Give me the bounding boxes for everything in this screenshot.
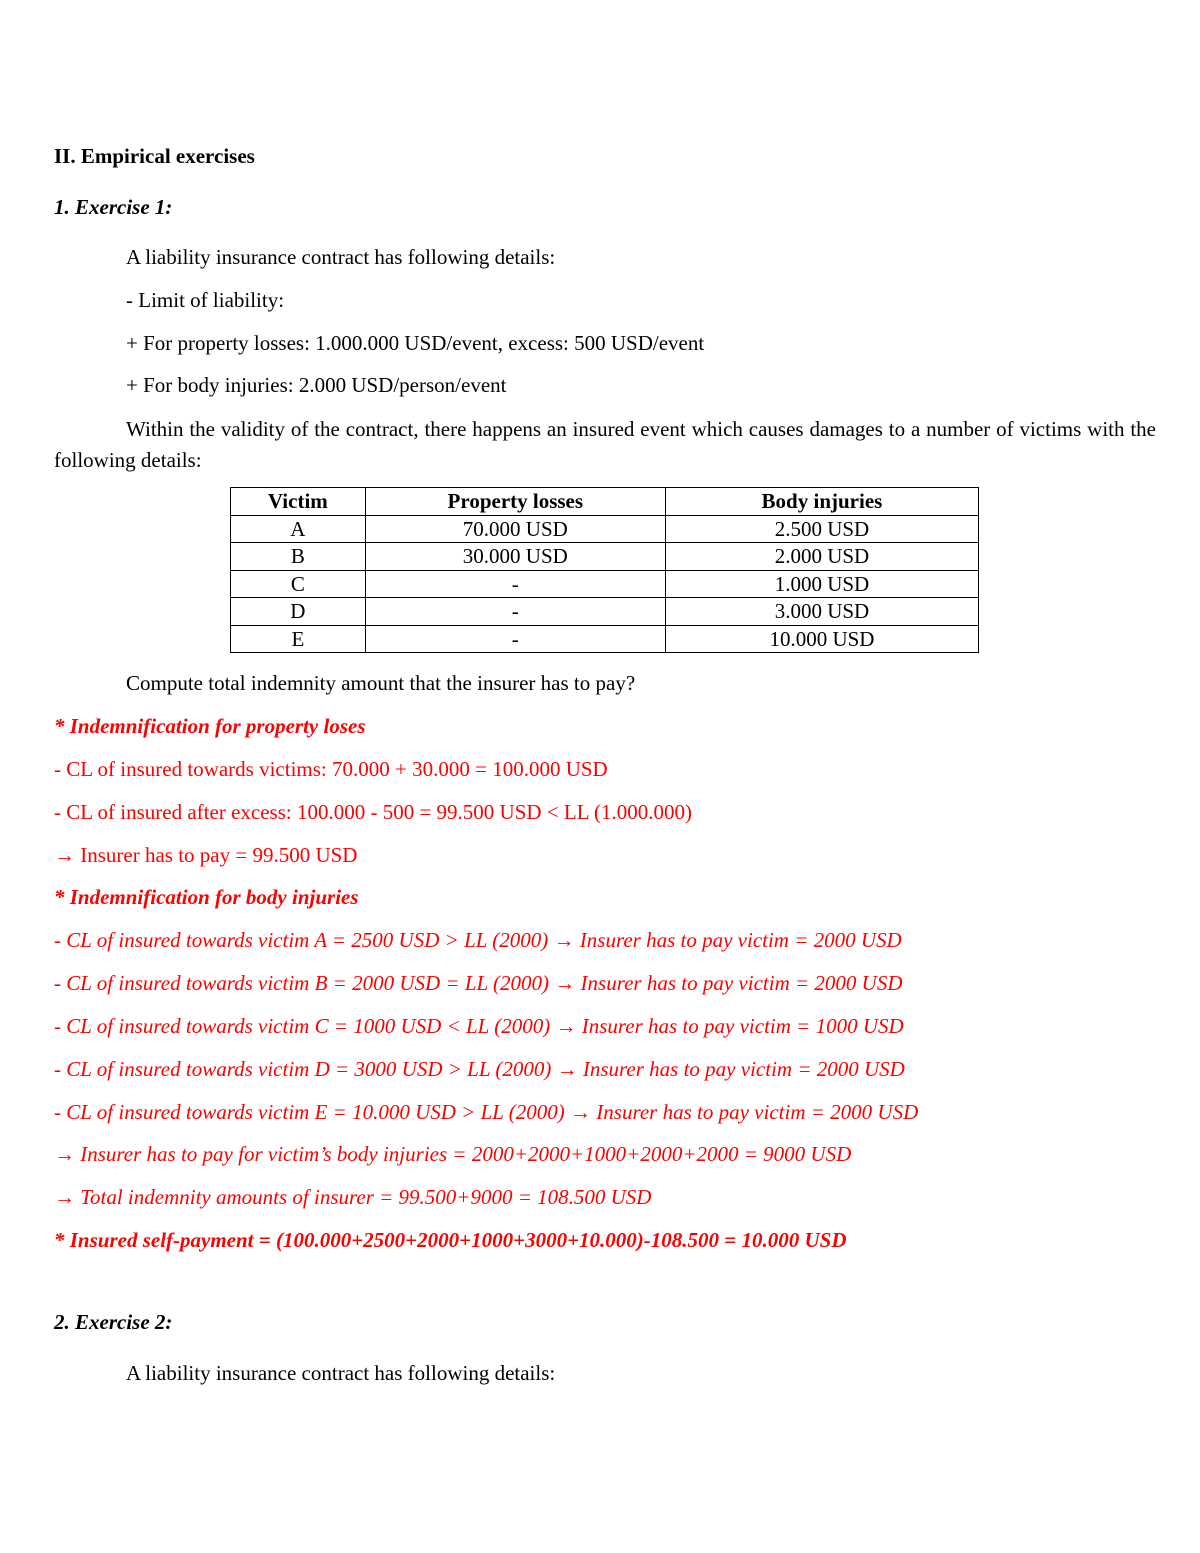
property-cell: 30.000 USD <box>365 543 665 571</box>
victim-cell: A <box>231 515 366 543</box>
body-solution-line: - CL of insured towards victim B = 2000 USD = LL (2000) → Insurer has to pay victim = 2000 USD <box>54 971 903 995</box>
table-row <box>231 625 979 653</box>
body-cell: 10.000 USD <box>665 625 978 653</box>
exercise-1-intro: A liability insurance contract has following details: <box>126 245 556 269</box>
header-victim: Victim <box>231 488 366 516</box>
body-solution-line: - CL of insured towards victim D = 3000 USD > LL (2000) → Insurer has to pay victim = 2000 USD <box>54 1057 905 1081</box>
table-row <box>231 598 979 626</box>
property-cell: - <box>365 598 665 626</box>
body-solution-line: - CL of insured towards victim A = 2500 USD > LL (2000) → Insurer has to pay victim = 2000 USD <box>54 928 902 952</box>
body-cell: 1.000 USD <box>665 570 978 598</box>
victim-cell: C <box>231 570 366 598</box>
body-cell: 2.500 USD <box>665 515 978 543</box>
body-cell: 2.000 USD <box>665 543 978 571</box>
property-cell: - <box>365 570 665 598</box>
body-solution-heading: * Indemnification for body injuries <box>54 885 359 909</box>
body-solution-line: → Total indemnity amounts of insurer = 99.500+9000 = 108.500 USD <box>54 1185 652 1209</box>
limit-of-liability-label: - Limit of liability: <box>126 288 285 312</box>
body-solution-line: → Insurer has to pay for victim’s body injuries = 2000+2000+1000+2000+2000 = 9000 USD <box>54 1142 852 1166</box>
property-limit: + For property losses: 1.000.000 USD/event, excess: 500 USD/event <box>126 331 705 355</box>
table-row <box>231 515 979 543</box>
property-solution-line: → Insurer has to pay = 99.500 USD <box>54 843 358 867</box>
question: Compute total indemnity amount that the insurer has to pay? <box>126 671 636 695</box>
body-solution-line: - CL of insured towards victim C = 1000 USD < LL (2000) → Insurer has to pay victim = 1000 USD <box>54 1014 904 1038</box>
victim-cell: B <box>231 543 366 571</box>
table-row <box>231 570 979 598</box>
body-cell: 3.000 USD <box>665 598 978 626</box>
property-solution-heading: * Indemnification for property loses <box>54 714 366 738</box>
property-cell: 70.000 USD <box>365 515 665 543</box>
table-row <box>231 543 979 571</box>
exercise-1-heading: 1. Exercise 1: <box>54 195 173 219</box>
body-limit: + For body injuries: 2.000 USD/person/event <box>126 373 507 397</box>
header-property-losses: Property losses <box>365 488 665 516</box>
exercise-2-intro: A liability insurance contract has following details: <box>126 1361 556 1385</box>
victim-cell: D <box>231 598 366 626</box>
victims-table <box>230 487 979 653</box>
table-header-row <box>231 488 979 516</box>
header-body-injuries: Body injuries <box>665 488 978 516</box>
body-solution-line: - CL of insured towards victim E = 10.000 USD > LL (2000) → Insurer has to pay victim = 2000 USD <box>54 1100 919 1124</box>
property-solution-line: - CL of insured after excess: 100.000 - 500 = 99.500 USD < LL (1.000.000) <box>54 800 693 824</box>
property-solution-line: - CL of insured towards victims: 70.000 + 30.000 = 100.000 USD <box>54 757 608 781</box>
event-paragraph: Within the validity of the contract, there happens an insured event which causes damages to a number of victims with the following details: <box>54 417 1156 472</box>
section-heading: II. Empirical exercises <box>54 144 255 168</box>
victim-cell: E <box>231 625 366 653</box>
property-cell: - <box>365 625 665 653</box>
exercise-2-heading: 2. Exercise 2: <box>54 1310 173 1334</box>
self-payment-line: * Insured self-payment = (100.000+2500+2000+1000+3000+10.000)-108.500 = 10.000 USD <box>54 1228 847 1252</box>
